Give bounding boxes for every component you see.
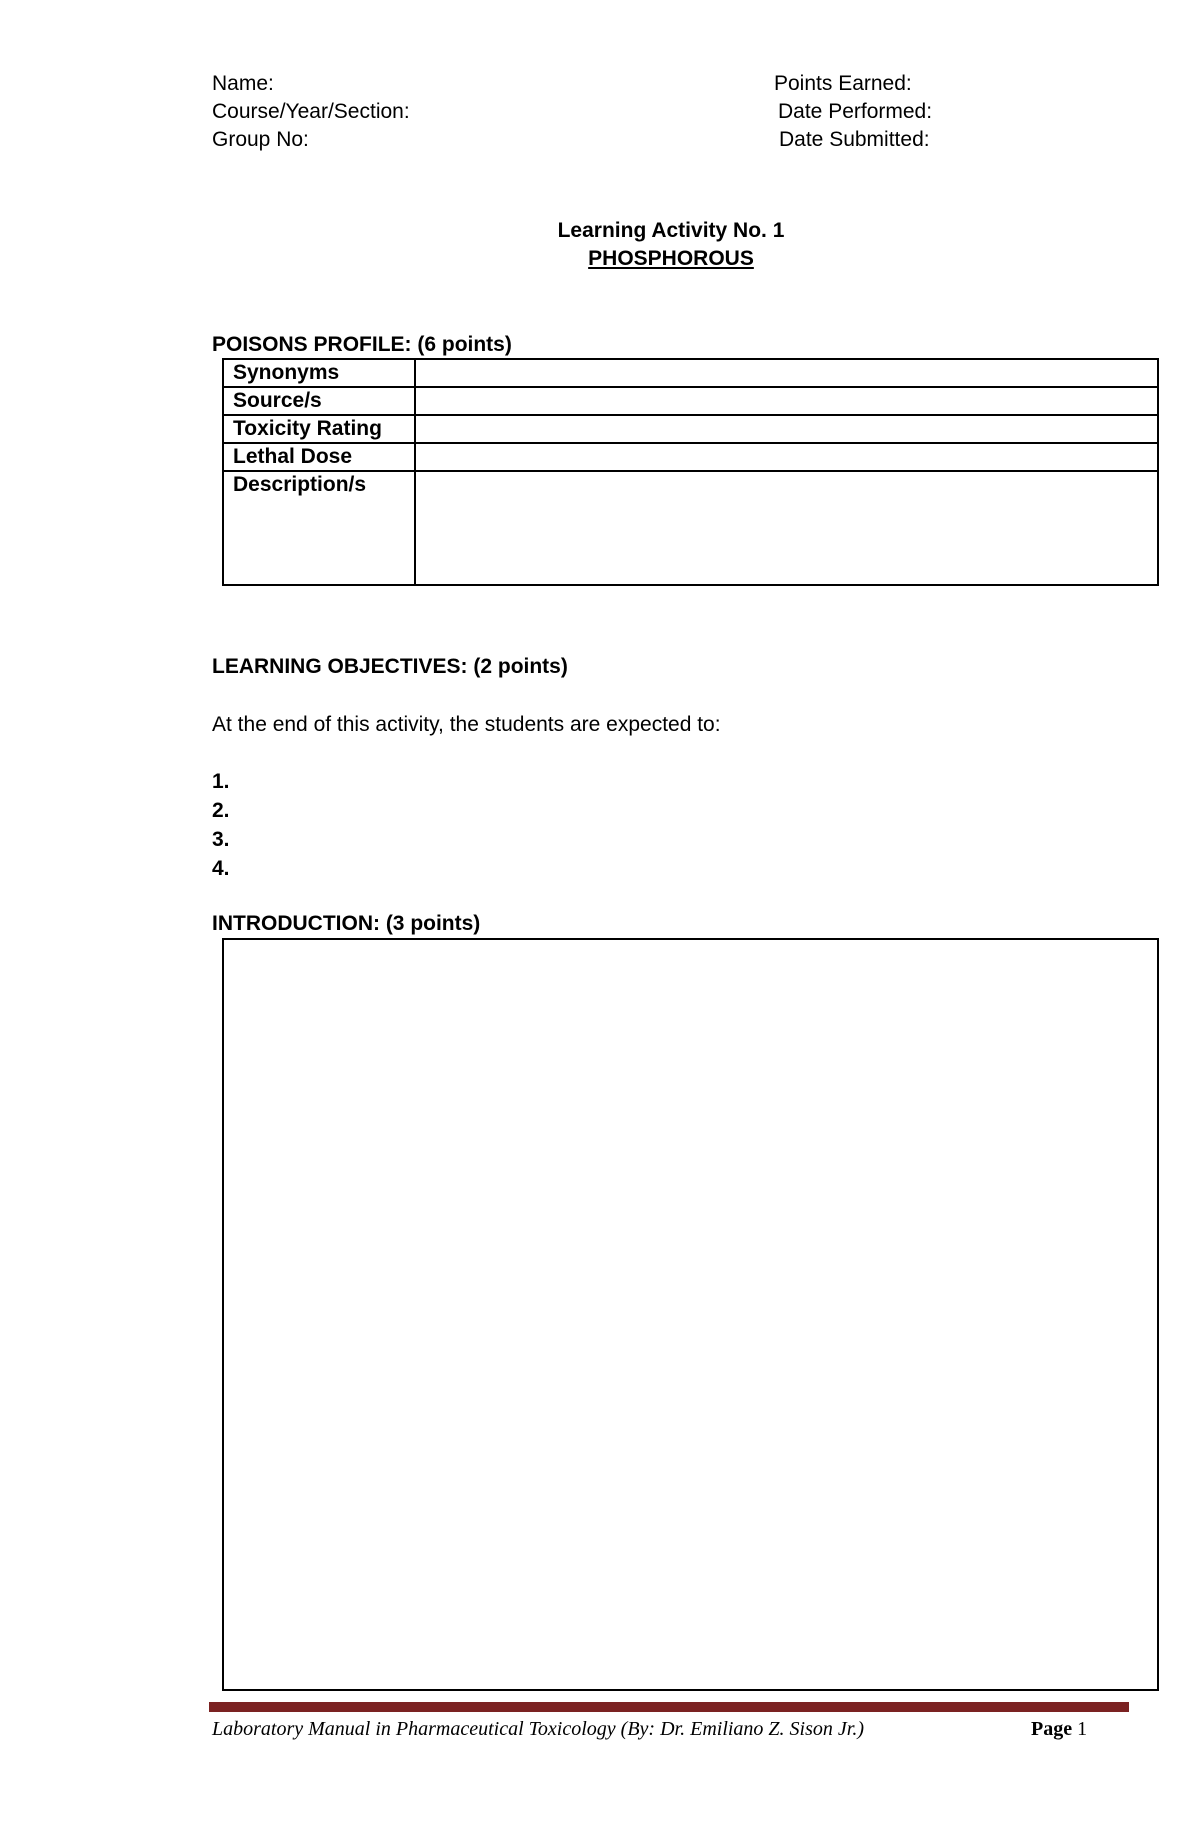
table-row [223,387,1158,415]
objectives-intro-text: At the end of this activity, the students are expected to: [212,713,721,736]
learning-objectives-heading: LEARNING OBJECTIVES: (2 points) [212,655,568,678]
poisons-profile-heading: POISONS PROFILE: (6 points) [212,333,512,356]
synonyms-field[interactable] [415,359,1158,387]
toxicity-rating-field[interactable] [415,415,1158,443]
date-performed-label: Date Performed: [778,100,933,123]
list-item: 1. [212,770,230,793]
points-earned-label: Points Earned: [774,72,912,95]
objectives-list [212,768,230,884]
activity-subject: PHOSPHOROUS [588,247,754,270]
page-number-value: 1 [1077,1718,1088,1740]
list-item: 3. [212,828,230,851]
synonyms-label: Synonyms [223,359,415,387]
header-right-fields [774,70,932,154]
descriptions-field[interactable] [415,471,1158,585]
introduction-heading: INTRODUCTION: (3 points) [212,912,481,935]
list-item: 4. [212,857,230,880]
list-item: 2. [212,799,230,822]
table-row [223,359,1158,387]
table-row [223,443,1158,471]
group-no-label: Group No: [212,128,309,151]
page-label: Page [1031,1718,1073,1740]
table-row [223,415,1158,443]
lethal-dose-label: Lethal Dose [223,443,415,471]
activity-title-block [212,217,1130,273]
sources-label: Source/s [223,387,415,415]
footer-text: Laboratory Manual in Pharmaceutical Toxicology (By: Dr. Emiliano Z. Sison Jr.) [212,1718,864,1740]
footer-rule [209,1702,1129,1712]
lethal-dose-field[interactable] [415,443,1158,471]
name-label: Name: [212,72,274,95]
sources-field[interactable] [415,387,1158,415]
page-number [1031,1716,1087,1742]
introduction-answer-box[interactable] [222,938,1159,1691]
poisons-profile-table [222,358,1159,586]
header-left-fields [212,70,410,154]
descriptions-label: Description/s [223,471,415,585]
course-year-section-label: Course/Year/Section: [212,100,410,123]
toxicity-rating-label: Toxicity Rating [223,415,415,443]
activity-title: Learning Activity No. 1 [557,219,785,242]
date-submitted-label: Date Submitted: [779,128,930,151]
table-row [223,471,1158,585]
